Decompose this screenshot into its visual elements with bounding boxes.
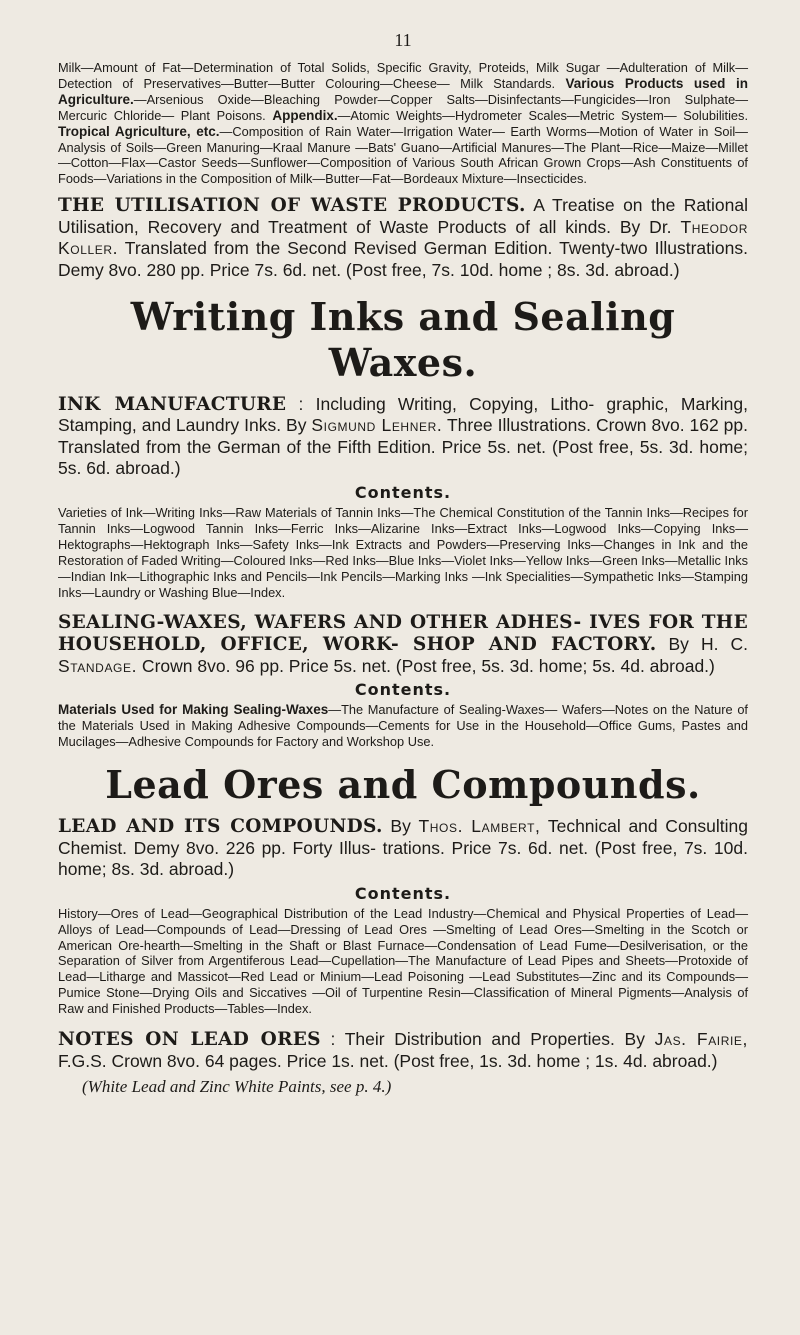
milk-bold-a: Various Products used in Agriculture. (58, 75, 748, 107)
lead-contents-heading: Contents. (354, 883, 452, 903)
ink-text-b: Three Illustrations. Crown 8vo. 162 pp. Translated from the German of the Fifth Edition. Price 5s. net. (Post free, 5s. 3d. home; 5s. 6d. abroad.) (58, 415, 748, 479)
lead-text-a: By (382, 815, 419, 836)
ink-entry (58, 394, 748, 480)
sealing-author: Standage. (58, 655, 138, 676)
lead-author: Thos. Lambert, (418, 815, 541, 836)
lead-compounds-entry (58, 816, 748, 881)
notes-text-b: F.G.S. Crown 8vo. 64 pages. Price 1s. net. (Post free, 1s. 3d. home ; 1s. 4d. abroad.) (58, 1050, 718, 1071)
milk-text-d: —Composition of Rain Water—Irrigation Water— Earth Worms—Motion of Water in Soil—Analysis of Soils—Green Manuring—Kraal Manure —Bats' Guano—Artificial Manures—The Plant—Rice—Maize—Millet—Cotton—Flax—Castor Seeds—Sunflower—Composition of Various South African Grown Crops—Ash Constituents of Foods—Variations in the Composition of Milk—Butter—Fat—Bordeaux Mixture—Insecticides. (58, 123, 748, 187)
sealing-title: SEALING-WAXES, WAFERS AND OTHER ADHES- IVES FOR THE HOUSEHOLD, OFFICE, WORK- SHOP AND FACTORY. (58, 612, 748, 656)
notes-author: Jas. Fairie, (654, 1029, 748, 1050)
sealing-text-b: Crown 8vo. 96 pp. Price 5s. net. (Post free, 5s. 3d. home; 5s. 4d. abroad.) (137, 655, 715, 676)
catalogue-page (58, 0, 748, 1098)
lead-contents: History—Ores of Lead—Geographical Distribution of the Lead Industry—Chemical and Physical Properties of Lead—Alloys of Lead—Compounds of Lead—Dressing of Lead Ores —Smelting of Lead Ores—Smelting in the Scotch or American Ore-hearth—Smelting in the Shaft or Blast Furnace—Condensation of Lead Fume—Desilverisation, or the Separation of Silver from Argentiferous Lead—Cupellation—The Manufacture of Lead Pipes and Sheets—Protoxide of Lead—Litharge and Massicot—Red Lead or Minium—Lead Poisoning —Lead Substitutes—Zinc and its Compounds—Pumice Stone—Drying Oils and Siccatives —Oil of Turpentine Resin—Classification of Mineral Pigments—Analysis of Raw and Finished Products—Tables—Index. (58, 905, 748, 1017)
sealing-contents-heading: Contents. (354, 680, 452, 700)
lead-title: LEAD AND ITS COMPOUNDS. (58, 815, 383, 837)
notes-title: NOTES ON LEAD ORES (58, 1029, 321, 1051)
waste-author: Theodor Koller. (58, 216, 748, 259)
milk-text-b: —Arsenious Oxide—Bleaching Powder—Copper Salts—Disinfectants—Fungicides—Iron Sulphate—Mercuric Chloride— Plant Poisons. (58, 91, 748, 123)
page-number: 11 (394, 30, 412, 50)
sealing-waxes-entry (58, 612, 748, 677)
waste-title: THE UTILISATION OF WASTE PRODUCTS. (58, 195, 526, 217)
ink-contents-heading: Contents. (354, 483, 452, 502)
ink-text-a: : Including Writing, Copying, Litho- graphic, Marking, Stamping, and Laundry Inks. By (58, 393, 748, 436)
waste-text-b: Translated from the Second Revised German Edition. Twenty-two Illustrations. Demy 8vo. 280 pp. Price 7s. 6d. net. (Post free, 7s. 10d. home ; 8s. 3d. abroad.) (58, 238, 748, 281)
ink-author: Sigmund Lehner. (311, 415, 443, 436)
sealing-contents-text: —The Manufacture of Sealing-Waxes— Wafers—Notes on the Nature of the Materials Used in Making Adhesive Compounds—Cements for Use in the Household—Office Gums, Pastes and Mucilages—Adhesive Compounds for Factory and Workshop Use. (58, 702, 748, 750)
section-heading-lead: Lead Ores and Compounds. (105, 761, 701, 807)
sealing-contents (58, 702, 748, 750)
ink-title: INK MANUFACTURE (58, 393, 287, 415)
notes-lead-ores-entry (58, 1029, 748, 1072)
milk-bold-c: Tropical Agriculture, etc. (58, 123, 220, 139)
milk-contents-continuation (58, 60, 748, 187)
milk-text-a: Milk—Amount of Fat—Determination of Total Solids, Specific Gravity, Proteids, Milk Sugar —Adulteration of Milk—Detection of Preservatives—Butter—Butter Colouring—Cheese— Milk Standards. (58, 60, 748, 91)
cross-reference-note: (White Lead and Zinc White Paints, see p. 4.) (82, 1077, 392, 1097)
notes-text-a: : Their Distribution and Properties. By (320, 1029, 655, 1050)
waste-products-entry (58, 195, 748, 281)
milk-text-c: —Atomic Weights—Hydrometer Scales—Metric System— Solubilities. (337, 107, 748, 123)
waste-text-a: A Treatise on the Rational Utilisation, Recovery and Treatment of Waste Products of all kinds. By Dr. (58, 195, 748, 237)
milk-bold-b: Appendix. (272, 107, 338, 123)
sealing-text-a: By H. C. (656, 634, 748, 655)
ink-contents: Varieties of Ink—Writing Inks—Raw Materials of Tannin Inks—The Chemical Constitution of the Tannin Inks—Recipes for Tannin Inks—Logwood Tannin Inks—Ferric Inks—Alizarine Inks—Extract Inks—Logwood Inks—Copying Inks—Hektographs—Hektograph Inks—Safety Inks—Ink Extracts and Powders—Preserving Inks—Changes in Ink and the Restoration of Faded Writing—Coloured Inks—Red Inks—Blue Inks—Violet Inks—Yellow Inks—Green Inks—Metallic Inks—Indian Ink—Lithographic Inks and Pencils—Ink Pencils—Marking Inks —Ink Specialities—Sympathetic Inks—Stamping Inks—Laundry or Washing Blue—Index. (58, 505, 748, 600)
section-heading-inks: Writing Inks and Sealing Waxes. (130, 293, 676, 385)
sealing-contents-bold: Materials Used for Making Sealing-Waxes (58, 702, 329, 718)
lead-text-b: Technical and Consulting Chemist. Demy 8vo. 226 pp. Forty Illus- trations. Price 7s. 6d. net. (Post free, 7s. 10d. home; 8s. 3d. abroad.) (58, 815, 748, 880)
